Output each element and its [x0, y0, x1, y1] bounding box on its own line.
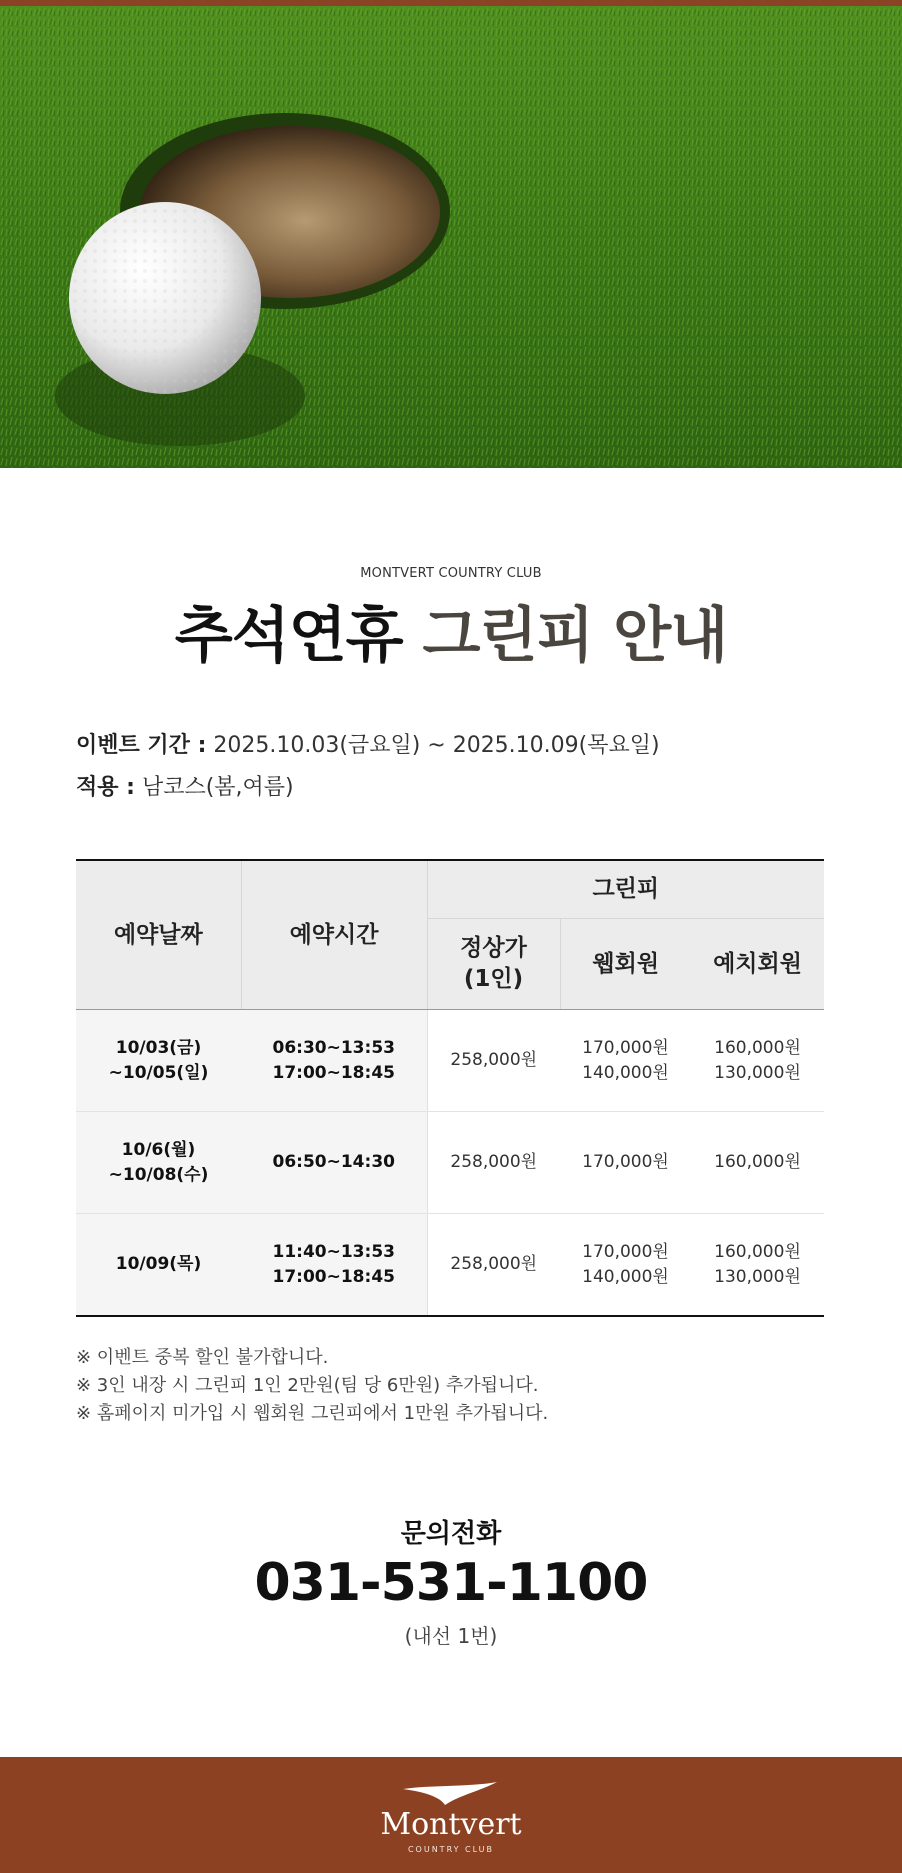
cell-regular: [427, 1010, 560, 1112]
logo-subtitle: COUNTRY CLUB: [407, 1845, 495, 1854]
header-regular-price: [427, 919, 560, 1010]
table-row: [76, 1010, 824, 1112]
cell-date: [76, 1214, 241, 1317]
club-name-label: MONTVERT COUNTRY CLUB: [360, 566, 542, 581]
cell-date: [76, 1010, 241, 1112]
cell-deposit: [691, 1112, 824, 1214]
montvert-logo: [0, 1757, 902, 1873]
cell-date: [76, 1112, 241, 1214]
event-apply-value: 남코스(봄,여름): [141, 775, 294, 800]
table-row: [76, 1214, 824, 1317]
hero-golf-image: [0, 6, 902, 468]
event-period-label: 이벤트 기간 :: [76, 733, 207, 758]
event-period-value: 2025.10.03(금요일) ~ 2025.10.09(목요일): [213, 733, 660, 758]
cell-line: 130,000원: [714, 1062, 801, 1083]
cell-line: ~10/08(수): [108, 1164, 209, 1185]
cell-time: [241, 1010, 427, 1112]
cell-web: [560, 1214, 691, 1317]
title-accent: 그린피 안내: [422, 601, 728, 671]
cell-line: 11:40~13:53: [272, 1241, 395, 1262]
logo-wordmark: Montvert: [380, 1807, 522, 1842]
cell-line: 130,000원: [714, 1266, 801, 1287]
note-item: ※ 홈페이지 미가입 시 웹회원 그린피에서 1만원 추가됩니다.: [76, 1403, 549, 1424]
cell-time: [241, 1214, 427, 1317]
cell-line: 160,000원: [714, 1152, 801, 1172]
cell-line: 06:50~14:30: [272, 1152, 395, 1172]
cell-line: 170,000원: [582, 1152, 669, 1172]
header-web-member: 웹회원: [560, 919, 691, 1010]
cell-line: 140,000원: [582, 1266, 669, 1287]
table-row: [76, 1112, 824, 1214]
cell-line: 160,000원: [714, 1241, 801, 1262]
title-main: 추석연휴: [174, 601, 403, 671]
cell-line: 06:30~13:53: [272, 1037, 395, 1058]
footer: [0, 1757, 902, 1873]
event-period: [76, 728, 660, 759]
cell-line: 10/6(월): [121, 1139, 196, 1160]
header-reservation-date: 예약날짜: [76, 860, 241, 1010]
contact-extension: (내선 1번): [404, 1624, 498, 1648]
header-green-fee: 그린피: [427, 860, 824, 919]
cell-line: 170,000원: [582, 1037, 669, 1058]
event-apply: [76, 770, 294, 801]
page-title: [0, 598, 902, 674]
cell-line: 258,000원: [450, 1254, 538, 1274]
green-fee-table: [76, 859, 824, 1317]
header-regular-line: 정상가: [460, 935, 527, 961]
event-apply-label: 적용 :: [76, 775, 135, 800]
cell-line: 10/09(목): [115, 1254, 202, 1274]
contact-phone-number[interactable]: 031-531-1100: [254, 1553, 648, 1613]
cell-regular: [427, 1214, 560, 1317]
cell-line: 258,000원: [450, 1050, 538, 1070]
cell-regular: [427, 1112, 560, 1214]
cell-line: 140,000원: [582, 1062, 669, 1083]
cell-web: [560, 1112, 691, 1214]
cell-time: [241, 1112, 427, 1214]
note-item: ※ 3인 내장 시 그린피 1인 2만원(팀 당 6만원) 추가됩니다.: [76, 1375, 539, 1396]
cell-line: 10/03(금): [115, 1037, 202, 1058]
header-deposit-member: 예치회원: [691, 919, 824, 1010]
cell-line: 17:00~18:45: [272, 1266, 395, 1287]
cell-line: 258,000원: [450, 1152, 538, 1172]
cell-web: [560, 1010, 691, 1112]
header-reservation-time: 예약시간: [241, 860, 427, 1010]
cell-line: ~10/05(일): [108, 1062, 209, 1083]
golf-ball-hole-illustration: [0, 6, 902, 468]
cell-line: 170,000원: [582, 1241, 669, 1262]
note-item: ※ 이벤트 중복 할인 불가합니다.: [76, 1347, 329, 1368]
contact-label: 문의전화: [400, 1519, 502, 1549]
header-regular-line: (1인): [463, 966, 524, 992]
notes-list: [76, 1344, 548, 1428]
cell-deposit: [691, 1010, 824, 1112]
cell-line: 160,000원: [714, 1037, 801, 1058]
cell-deposit: [691, 1214, 824, 1317]
cell-line: 17:00~18:45: [272, 1062, 395, 1083]
